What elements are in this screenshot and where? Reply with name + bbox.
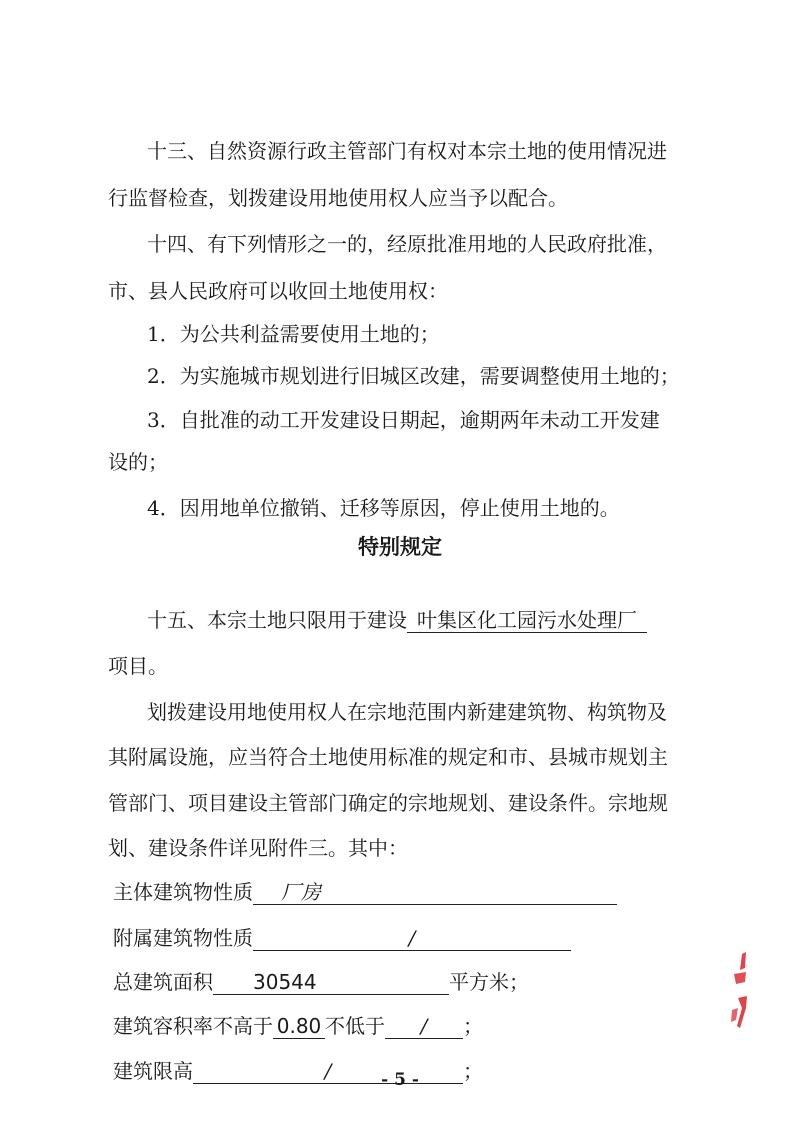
- clause-14-line-1: 十四、有下列情形之一的，经原批准用地的人民政府批准，: [147, 232, 667, 256]
- paragraph-line-3: 管部门、项目建设主管部门确定的宗地规划、建设条件。宗地规: [108, 791, 668, 815]
- aux-building-value: /: [253, 926, 571, 951]
- far-label: 建筑容积率不高于: [113, 1014, 273, 1038]
- seal-fragment-icon: [728, 950, 748, 1040]
- aux-building-row: [113, 924, 723, 952]
- far-min-label: 不低于: [325, 1014, 385, 1038]
- page-number: - 5 -: [381, 1070, 419, 1090]
- main-building-row: [113, 878, 723, 906]
- project-name-field: 叶集区化工园污水处理厂: [407, 608, 647, 633]
- total-area-row: [113, 968, 723, 996]
- total-area-label: 总建筑面积: [113, 970, 213, 994]
- far-row: [113, 1012, 723, 1040]
- special-provisions-heading: 特别规定: [358, 535, 442, 559]
- total-area-value: 30544: [213, 970, 449, 995]
- clause-14-item-4: 4．因用地单位撤销、迁移等原因，停止使用土地的。: [147, 496, 620, 520]
- clause-14-item-1: 1．为公共利益需要使用土地的；: [147, 322, 440, 346]
- clause-14-item-3-line-2: 设的；: [108, 450, 168, 474]
- clause-14-line-2: 市、县人民政府可以收回土地使用权：: [108, 279, 448, 303]
- far-min-value: /: [385, 1014, 463, 1039]
- paragraph-line-2: 其附属设施，应当符合土地使用标准的规定和市、县城市规划主: [108, 745, 668, 769]
- clause-14-item-2: 2．为实施城市规划进行旧城区改建，需要调整使用土地的；: [147, 364, 680, 388]
- main-building-value: 厂房: [253, 880, 617, 905]
- clause-15-prefix: 十五、本宗土地只限用于建设: [147, 608, 407, 632]
- clause-15-suffix: 项目。: [108, 654, 168, 678]
- paragraph-line-4: 划、建设条件详见附件三。其中：: [108, 836, 408, 860]
- height-limit-value: /: [193, 1059, 463, 1084]
- far-max-value: 0.80: [273, 1014, 325, 1039]
- clause-14-item-3-line-1: 3．自批准的动工开发建设日期起，逾期两年未动工开发建: [147, 408, 660, 432]
- total-area-unit: 平方米；: [449, 970, 529, 994]
- far-end: ；: [463, 1014, 483, 1038]
- height-end: ；: [463, 1059, 483, 1083]
- clause-13-line-1: 十三、自然资源行政主管部门有权对本宗土地的使用情况进: [147, 139, 667, 163]
- paragraph-line-1: 划拨建设用地使用权人在宗地范围内新建建筑物、构筑物及: [147, 700, 667, 724]
- clause-13-line-2: 行监督检查，划拨建设用地使用权人应当予以配合。: [108, 186, 568, 210]
- aux-building-label: 附属建筑物性质: [113, 926, 253, 950]
- height-label: 建筑限高: [113, 1059, 193, 1083]
- clause-15-line-1: [147, 606, 757, 634]
- main-building-label: 主体建筑物性质: [113, 880, 253, 904]
